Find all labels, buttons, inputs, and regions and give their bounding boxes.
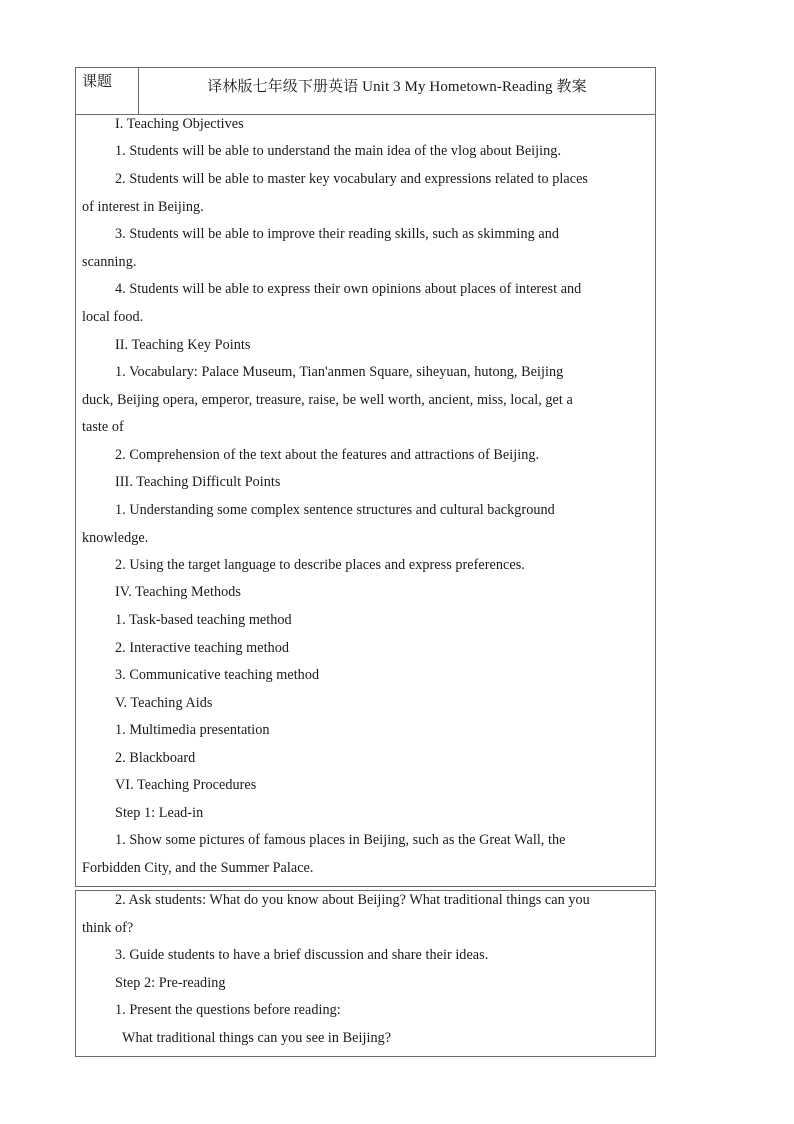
step-1-item-3: 3. Guide students to have a brief discussion and share their ideas. — [115, 947, 489, 963]
step-1-item-2: 2. Ask students: What do you know about Beijing? What traditional things can you — [115, 892, 590, 908]
step-1-item-1-cont: Forbidden City, and the Summer Palace. — [82, 860, 314, 876]
objective-3: 3. Students will be able to improve their reading skills, such as skimming and — [115, 226, 560, 242]
objective-3-cont: scanning. — [82, 254, 137, 270]
aid-1: 1. Multimedia presentation — [115, 722, 270, 738]
method-2: 2. Interactive teaching method — [115, 640, 290, 656]
lesson-plan-table-page2 — [75, 890, 656, 1057]
step-1-heading: Step 1: Lead-in — [115, 805, 204, 821]
key-point-1: 1. Vocabulary: Palace Museum, Tian'anmen Square, siheyuan, hutong, Beijing — [115, 364, 564, 380]
key-point-1-cont: duck, Beijing opera, emperor, treasure, raise, be well worth, ancient, miss, local, get a — [82, 392, 573, 408]
method-3: 3. Communicative teaching method — [115, 667, 320, 683]
objective-4: 4. Students will be able to express their own opinions about places of interest and — [115, 281, 582, 297]
objective-2: 2. Students will be able to master key vocabulary and expressions related to places — [115, 171, 588, 187]
section-heading-difficult-points: III. Teaching Difficult Points — [115, 474, 281, 490]
difficult-point-1: 1. Understanding some complex sentence structures and cultural background — [115, 502, 555, 518]
section-heading-procedures: VI. Teaching Procedures — [115, 777, 257, 793]
section-heading-methods: IV. Teaching Methods — [115, 584, 241, 600]
lesson-plan-table-page1 — [75, 67, 656, 887]
section-heading-objectives: I. Teaching Objectives — [115, 116, 244, 132]
table-header-row — [76, 68, 655, 115]
lesson-title: 译林版七年级下册英语 Unit 3 My Hometown-Reading 教案 — [207, 79, 587, 95]
difficult-point-1-cont: knowledge. — [82, 530, 149, 546]
step-1-item-1: 1. Show some pictures of famous places in Beijing, such as the Great Wall, the — [115, 832, 566, 848]
section-heading-aids: V. Teaching Aids — [115, 695, 213, 711]
objective-2-cont: of interest in Beijing. — [82, 199, 204, 215]
key-point-2: 2. Comprehension of the text about the features and attractions of Beijing. — [115, 447, 540, 463]
key-point-1-cont2: taste of — [82, 419, 124, 435]
topic-label: 课题 — [76, 68, 139, 114]
step-1-item-2-cont: think of? — [82, 920, 134, 936]
objective-1: 1. Students will be able to understand the main idea of the vlog about Beijing. — [115, 143, 562, 159]
step-2-item-1: 1. Present the questions before reading: — [115, 1002, 341, 1018]
difficult-point-2: 2. Using the target language to describe places and express preferences. — [115, 557, 525, 573]
step-2-question: What traditional things can you see in Beijing? — [122, 1030, 392, 1046]
aid-2: 2. Blackboard — [115, 750, 196, 766]
objective-4-cont: local food. — [82, 309, 144, 325]
method-1: 1. Task-based teaching method — [115, 612, 292, 628]
section-heading-key-points: II. Teaching Key Points — [115, 337, 251, 353]
step-2-heading: Step 2: Pre-reading — [115, 975, 226, 991]
